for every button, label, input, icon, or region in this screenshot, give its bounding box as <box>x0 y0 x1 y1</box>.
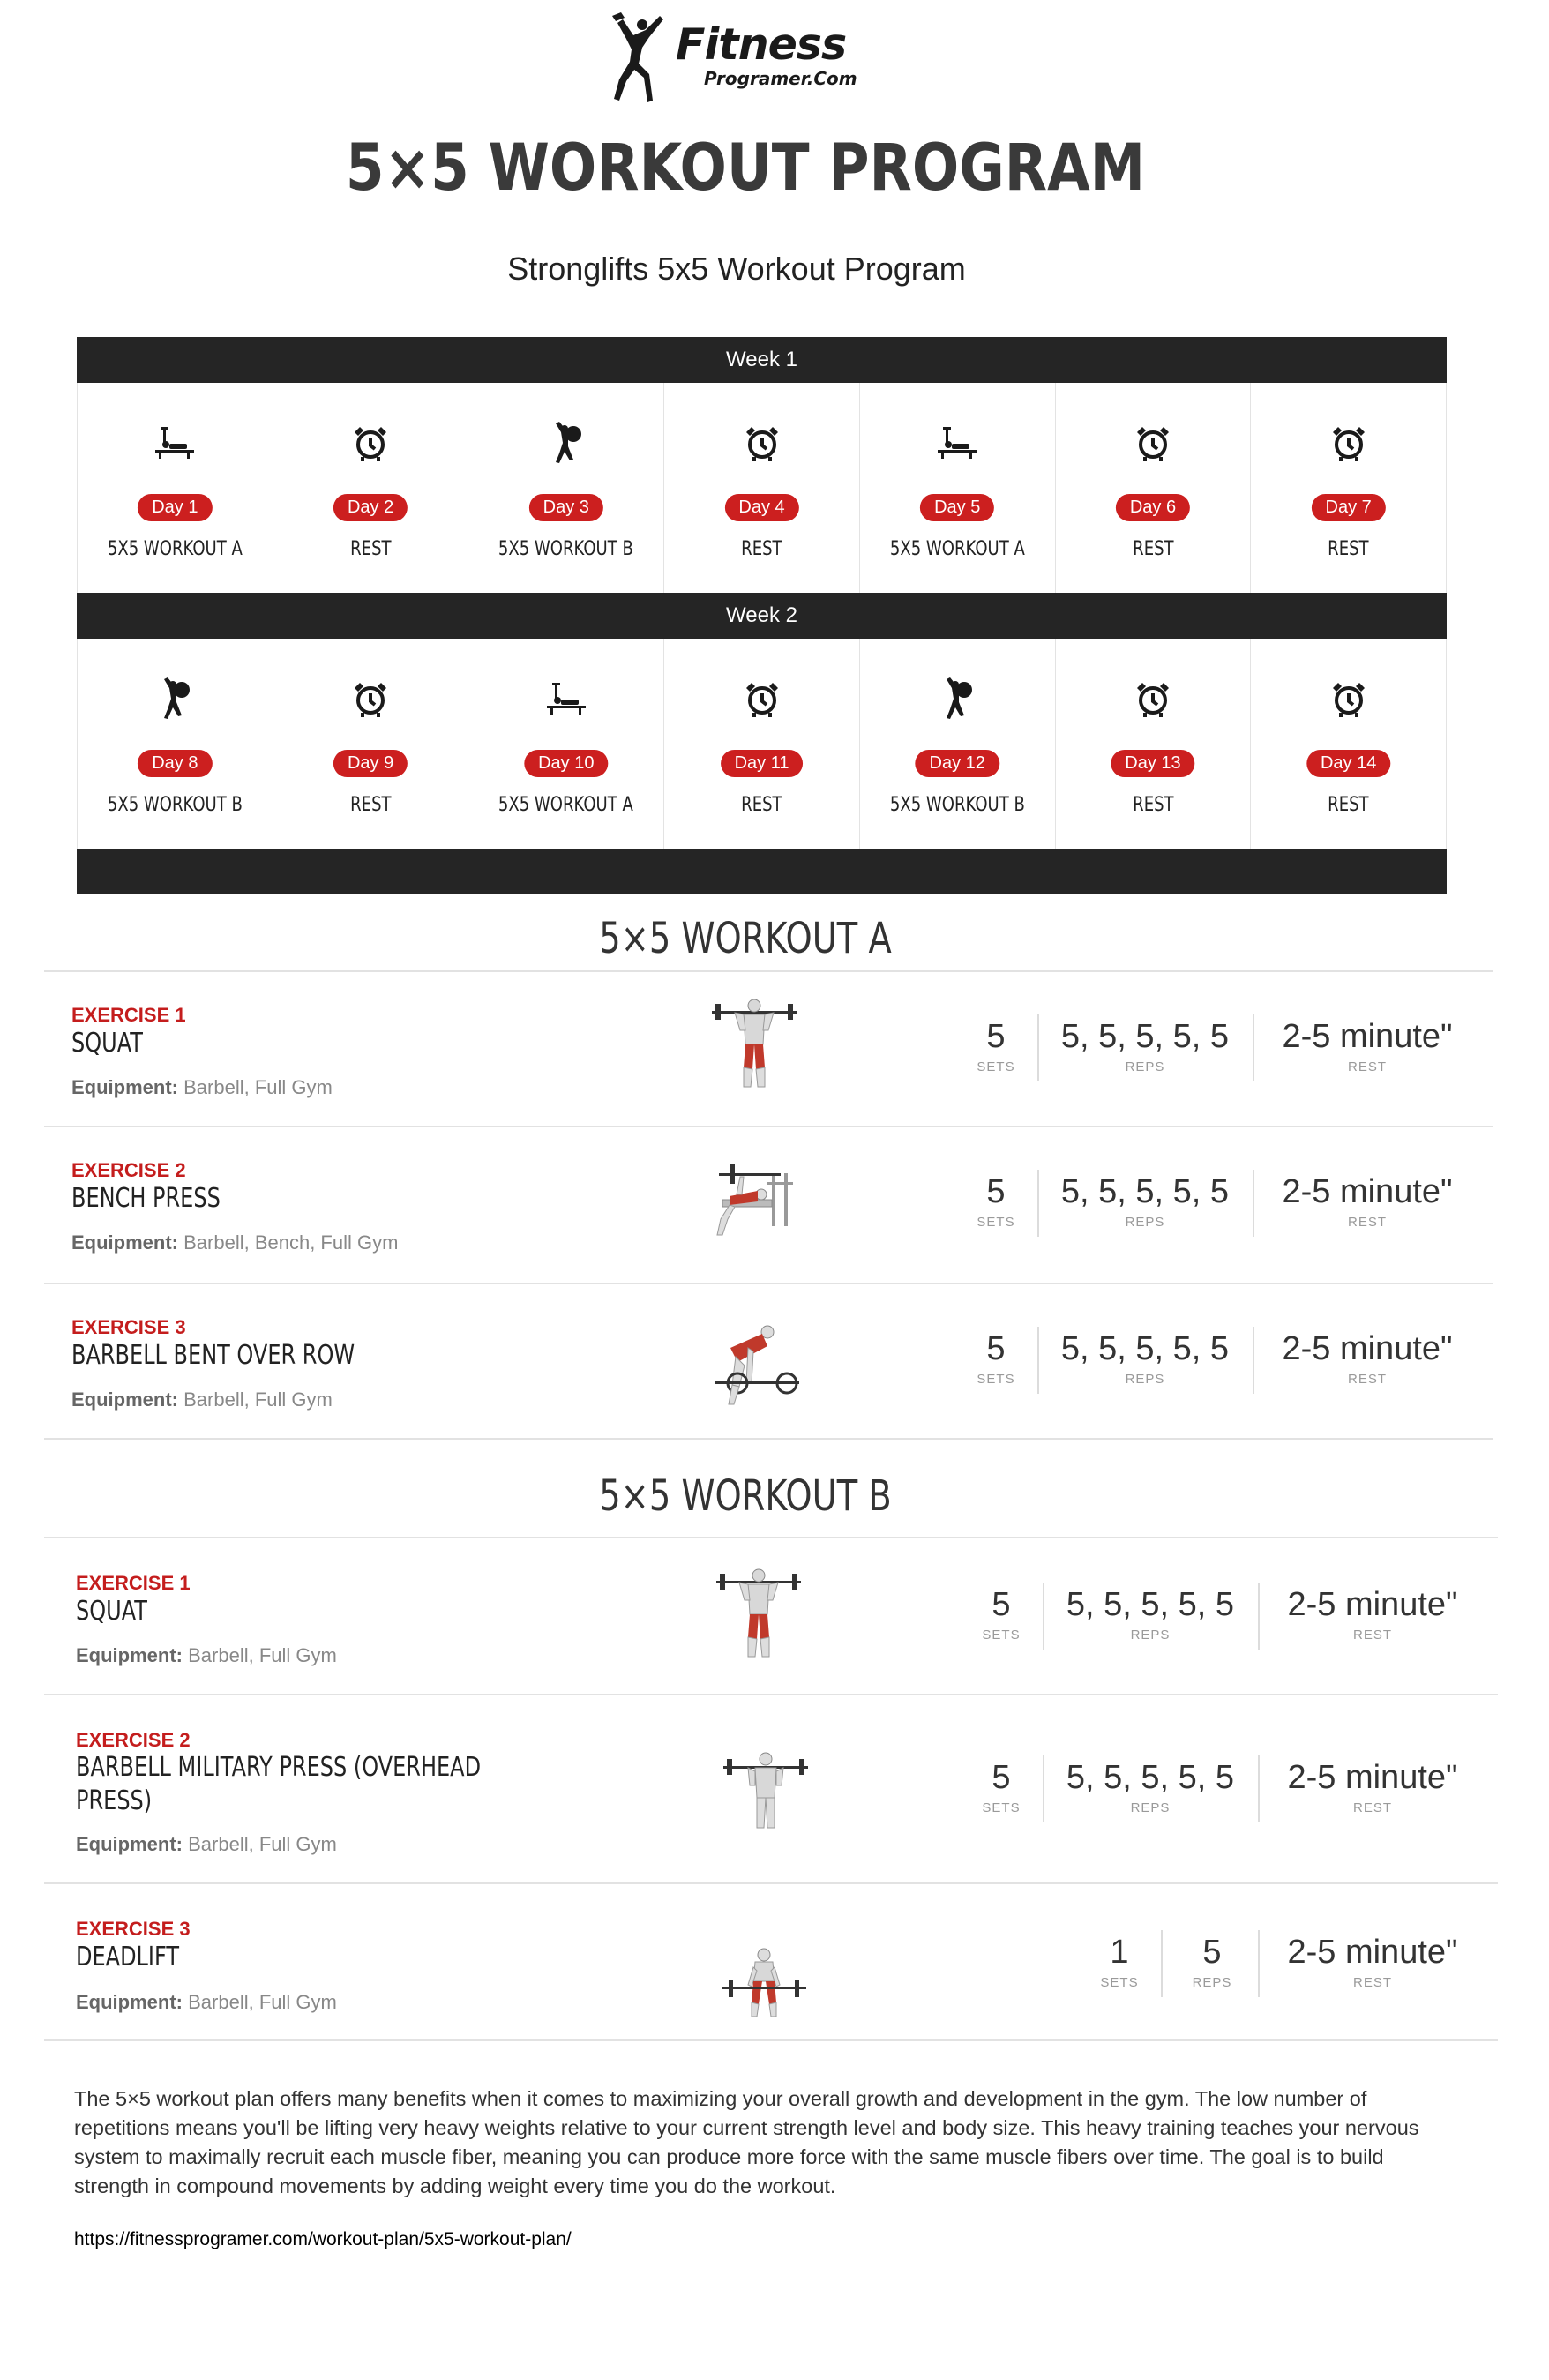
reps-value: 5, 5, 5, 5, 5 <box>1066 1586 1235 1623</box>
sets-label: SETS <box>982 1628 1021 1643</box>
day-label: REST <box>349 538 392 560</box>
day-cell <box>1251 383 1447 593</box>
site-logo <box>607 12 863 109</box>
exercise-number: EXERCISE 1 <box>71 1004 186 1026</box>
day-cell <box>1056 383 1252 593</box>
day-badge: Day 14 <box>1306 750 1390 777</box>
week-bar: Week 1 <box>77 337 1447 383</box>
exercise-equipment <box>76 1644 337 1667</box>
day-cell <box>78 383 273 593</box>
alarm-clock-icon <box>1130 676 1176 722</box>
sets-label: SETS <box>977 1372 1015 1387</box>
logo-figure-icon <box>607 12 686 109</box>
day-label: REST <box>741 794 782 816</box>
reps-stat <box>1062 1586 1238 1643</box>
reps-value: 5, 5, 5, 5, 5 <box>1060 1330 1230 1367</box>
program-description: The 5×5 workout plan offers many benefits when it comes to maximizing your overall growth and development in the gym. The low number of repetitions means you'll be lifting very heavy weights relative to your current strength level and body size. This heavy training teaches your nervous system to maximally recruit each muscle fiber, meaning you can produce more force with the same muscle fibers over time. The goal is to build strength in compound movements by adding weight every time you do the workout. <box>74 2087 1419 2197</box>
week-days <box>77 383 1447 593</box>
rest-label: REST <box>1352 1628 1392 1643</box>
military-press-figure <box>722 1736 810 1833</box>
divider <box>44 970 1493 972</box>
reps-value: 5, 5, 5, 5, 5 <box>1060 1018 1230 1055</box>
stat-divider <box>1043 1583 1044 1650</box>
exercise-equipment <box>76 1991 337 2014</box>
day-badge: Day 3 <box>529 494 603 521</box>
rest-value: 2-5 minute" <box>1287 1586 1458 1623</box>
day-label: 5X5 WORKOUT A <box>889 538 1025 560</box>
exercise-number: EXERCISE 2 <box>71 1159 186 1181</box>
equipment-value: Barbell, Full Gym <box>188 1991 337 2013</box>
reps-label: REPS <box>1192 1975 1232 1990</box>
squat-figure <box>715 1565 803 1662</box>
day-cell <box>273 639 469 849</box>
equipment-label: Equipment: <box>71 1076 178 1098</box>
rest-stat <box>1276 1759 1470 1815</box>
day-badge: Day 7 <box>1312 494 1386 521</box>
rest-value: 2-5 minute" <box>1287 1759 1458 1796</box>
day-cell <box>664 639 860 849</box>
equipment-value: Barbell, Full Gym <box>183 1388 333 1411</box>
equipment-value: Barbell, Bench, Full Gym <box>183 1231 399 1254</box>
exercise-name <box>76 1751 481 1818</box>
day-badge: Day 5 <box>920 494 994 521</box>
sets-value: 5 <box>986 1173 1006 1210</box>
day-badge: Day 11 <box>721 750 804 777</box>
sets-value: 5 <box>986 1330 1006 1367</box>
equipment-value: Barbell, Full Gym <box>183 1076 333 1098</box>
rest-value: 2-5 minute" <box>1282 1018 1453 1055</box>
rest-label: REST <box>1347 1372 1387 1387</box>
reps-label: REPS <box>1130 1628 1171 1643</box>
calendar-footer-bar <box>77 849 1447 894</box>
exercise-equipment <box>71 1231 398 1254</box>
sets-value: 5 <box>986 1018 1006 1055</box>
stat-divider <box>1037 1014 1039 1081</box>
sets-value: 5 <box>992 1759 1011 1796</box>
weightlifter-icon <box>152 676 198 722</box>
sets-label: SETS <box>1100 1975 1139 1990</box>
day-label: 5X5 WORKOUT A <box>498 794 634 816</box>
equipment-label: Equipment: <box>71 1231 178 1254</box>
day-cell <box>468 639 664 849</box>
logo-title: Fitness <box>676 19 847 70</box>
program-calendar <box>77 337 1447 894</box>
day-badge: Day 6 <box>1116 494 1190 521</box>
sets-stat <box>1097 1934 1141 1990</box>
exercise-name-line1: BARBELL MILITARY PRESS (OVERHEAD <box>76 1752 482 1783</box>
reps-value: 5, 5, 5, 5, 5 <box>1060 1173 1230 1210</box>
rest-stat <box>1276 1586 1470 1643</box>
rest-stat <box>1270 1018 1464 1074</box>
sets-stat <box>974 1173 1018 1230</box>
reps-stat <box>1057 1018 1233 1074</box>
day-cell <box>1056 639 1252 849</box>
reps-label: REPS <box>1125 1215 1165 1230</box>
sets-stat <box>979 1759 1023 1815</box>
rest-value: 2-5 minute" <box>1282 1330 1453 1367</box>
week-days <box>77 639 1447 849</box>
exercise-equipment <box>71 1076 333 1099</box>
sets-value: 1 <box>1110 1934 1129 1971</box>
day-badge: Day 10 <box>524 750 608 777</box>
reps-stat <box>1057 1330 1233 1387</box>
alarm-clock-icon <box>1130 420 1176 466</box>
rest-label: REST <box>1347 1215 1387 1230</box>
exercise-name: SQUAT <box>76 1596 147 1627</box>
stat-divider <box>1037 1327 1039 1394</box>
weightlifter-icon <box>934 676 980 722</box>
stat-divider <box>1161 1930 1163 1997</box>
stat-divider <box>1258 1930 1260 1997</box>
stat-divider <box>1253 1014 1254 1081</box>
bench-press-icon <box>152 420 198 466</box>
divider <box>44 1694 1498 1695</box>
alarm-clock-icon <box>348 420 393 466</box>
day-cell <box>860 639 1056 849</box>
day-label: REST <box>1132 538 1174 560</box>
day-label: 5X5 WORKOUT A <box>107 538 243 560</box>
day-cell <box>1251 639 1447 849</box>
alarm-clock-icon <box>348 676 393 722</box>
source-link[interactable]: https://fitnessprogramer.com/workout-plan/5x5-workout-plan/ <box>74 2229 572 2249</box>
reps-stat <box>1057 1173 1233 1230</box>
reps-stat <box>1062 1759 1238 1815</box>
rest-label: REST <box>1347 1059 1387 1074</box>
divider <box>44 1438 1493 1440</box>
day-cell <box>468 383 664 593</box>
divider <box>44 1283 1493 1284</box>
day-label: 5X5 WORKOUT B <box>107 794 243 816</box>
day-badge: Day 1 <box>138 494 212 521</box>
equipment-label: Equipment: <box>76 1991 183 2013</box>
stat-divider <box>1258 1583 1260 1650</box>
exercise-equipment <box>71 1388 333 1411</box>
day-label: 5X5 WORKOUT B <box>498 538 634 560</box>
day-label: REST <box>741 538 782 560</box>
day-label: REST <box>1328 538 1369 560</box>
divider <box>44 1537 1498 1538</box>
reps-label: REPS <box>1125 1059 1165 1074</box>
reps-label: REPS <box>1125 1372 1165 1387</box>
alarm-clock-icon <box>1326 676 1372 722</box>
week-bar: Week 2 <box>77 593 1447 639</box>
workout-b-title: 5×5 WORKOUT B <box>599 1471 892 1521</box>
workout-a-title: 5×5 WORKOUT A <box>599 914 892 963</box>
exercise-number: EXERCISE 3 <box>76 1918 191 1940</box>
day-cell <box>78 639 273 849</box>
exercise-name: BARBELL BENT OVER ROW <box>71 1340 355 1371</box>
equipment-value: Barbell, Full Gym <box>188 1833 337 1855</box>
reps-value: 5, 5, 5, 5, 5 <box>1066 1759 1235 1796</box>
exercise-number: EXERCISE 2 <box>76 1729 191 1751</box>
day-label: 5X5 WORKOUT B <box>889 794 1025 816</box>
equipment-label: Equipment: <box>76 1644 183 1666</box>
alarm-clock-icon <box>739 420 785 466</box>
bench-press-figure <box>710 1156 798 1253</box>
bench-press-icon <box>543 676 589 722</box>
sets-stat <box>974 1330 1018 1387</box>
sets-stat <box>979 1586 1023 1643</box>
day-badge: Day 12 <box>916 750 999 777</box>
stat-divider <box>1253 1170 1254 1237</box>
sets-label: SETS <box>977 1059 1015 1074</box>
day-badge: Day 13 <box>1111 750 1194 777</box>
day-badge: Day 2 <box>333 494 408 521</box>
exercise-number: EXERCISE 1 <box>76 1572 191 1594</box>
rest-value: 2-5 minute" <box>1282 1173 1453 1210</box>
exercise-equipment <box>76 1833 337 1856</box>
equipment-label: Equipment: <box>76 1833 183 1855</box>
exercise-name: SQUAT <box>71 1028 143 1059</box>
day-cell <box>860 383 1056 593</box>
rest-label: REST <box>1352 1975 1392 1990</box>
rest-stat <box>1276 1934 1470 1990</box>
equipment-value: Barbell, Full Gym <box>188 1644 337 1666</box>
day-badge: Day 9 <box>333 750 408 777</box>
day-cell <box>664 383 860 593</box>
alarm-clock-icon <box>739 676 785 722</box>
page-subtitle: Stronglifts 5x5 Workout Program <box>507 251 966 287</box>
day-label: REST <box>1328 794 1369 816</box>
equipment-label: Equipment: <box>71 1388 178 1411</box>
exercise-name: DEADLIFT <box>76 1942 180 1972</box>
divider <box>44 1126 1493 1127</box>
exercise-name-line2: PRESS) <box>76 1785 153 1816</box>
rest-stat <box>1270 1173 1464 1230</box>
stat-divider <box>1253 1327 1254 1394</box>
bent-over-row-figure <box>713 1313 801 1410</box>
stat-divider <box>1258 1755 1260 1822</box>
reps-label: REPS <box>1130 1800 1171 1815</box>
weightlifter-icon <box>543 420 589 466</box>
exercise-number: EXERCISE 3 <box>71 1316 186 1338</box>
rest-label: REST <box>1352 1800 1392 1815</box>
day-badge: Day 8 <box>138 750 212 777</box>
sets-value: 5 <box>992 1586 1011 1623</box>
sets-stat <box>974 1018 1018 1074</box>
page-title: 5×5 WORKOUT PROGRAM <box>345 131 1146 206</box>
rest-stat <box>1270 1330 1464 1387</box>
divider <box>44 2039 1498 2041</box>
bench-press-icon <box>934 420 980 466</box>
day-label: REST <box>1132 794 1174 816</box>
squat-figure <box>710 995 798 1092</box>
sets-label: SETS <box>982 1800 1021 1815</box>
day-cell <box>273 383 469 593</box>
exercise-name: BENCH PRESS <box>71 1183 221 1214</box>
stat-divider <box>1037 1170 1039 1237</box>
divider <box>44 1882 1498 1884</box>
reps-stat <box>1186 1934 1238 1990</box>
deadlift-figure <box>720 1928 808 2025</box>
stat-divider <box>1043 1755 1044 1822</box>
reps-value: 5 <box>1202 1934 1222 1971</box>
sets-label: SETS <box>977 1215 1015 1230</box>
alarm-clock-icon <box>1326 420 1372 466</box>
rest-value: 2-5 minute" <box>1287 1934 1458 1971</box>
day-label: REST <box>349 794 392 816</box>
day-badge: Day 4 <box>724 494 798 521</box>
logo-subtitle: Programer.Com <box>704 68 857 89</box>
